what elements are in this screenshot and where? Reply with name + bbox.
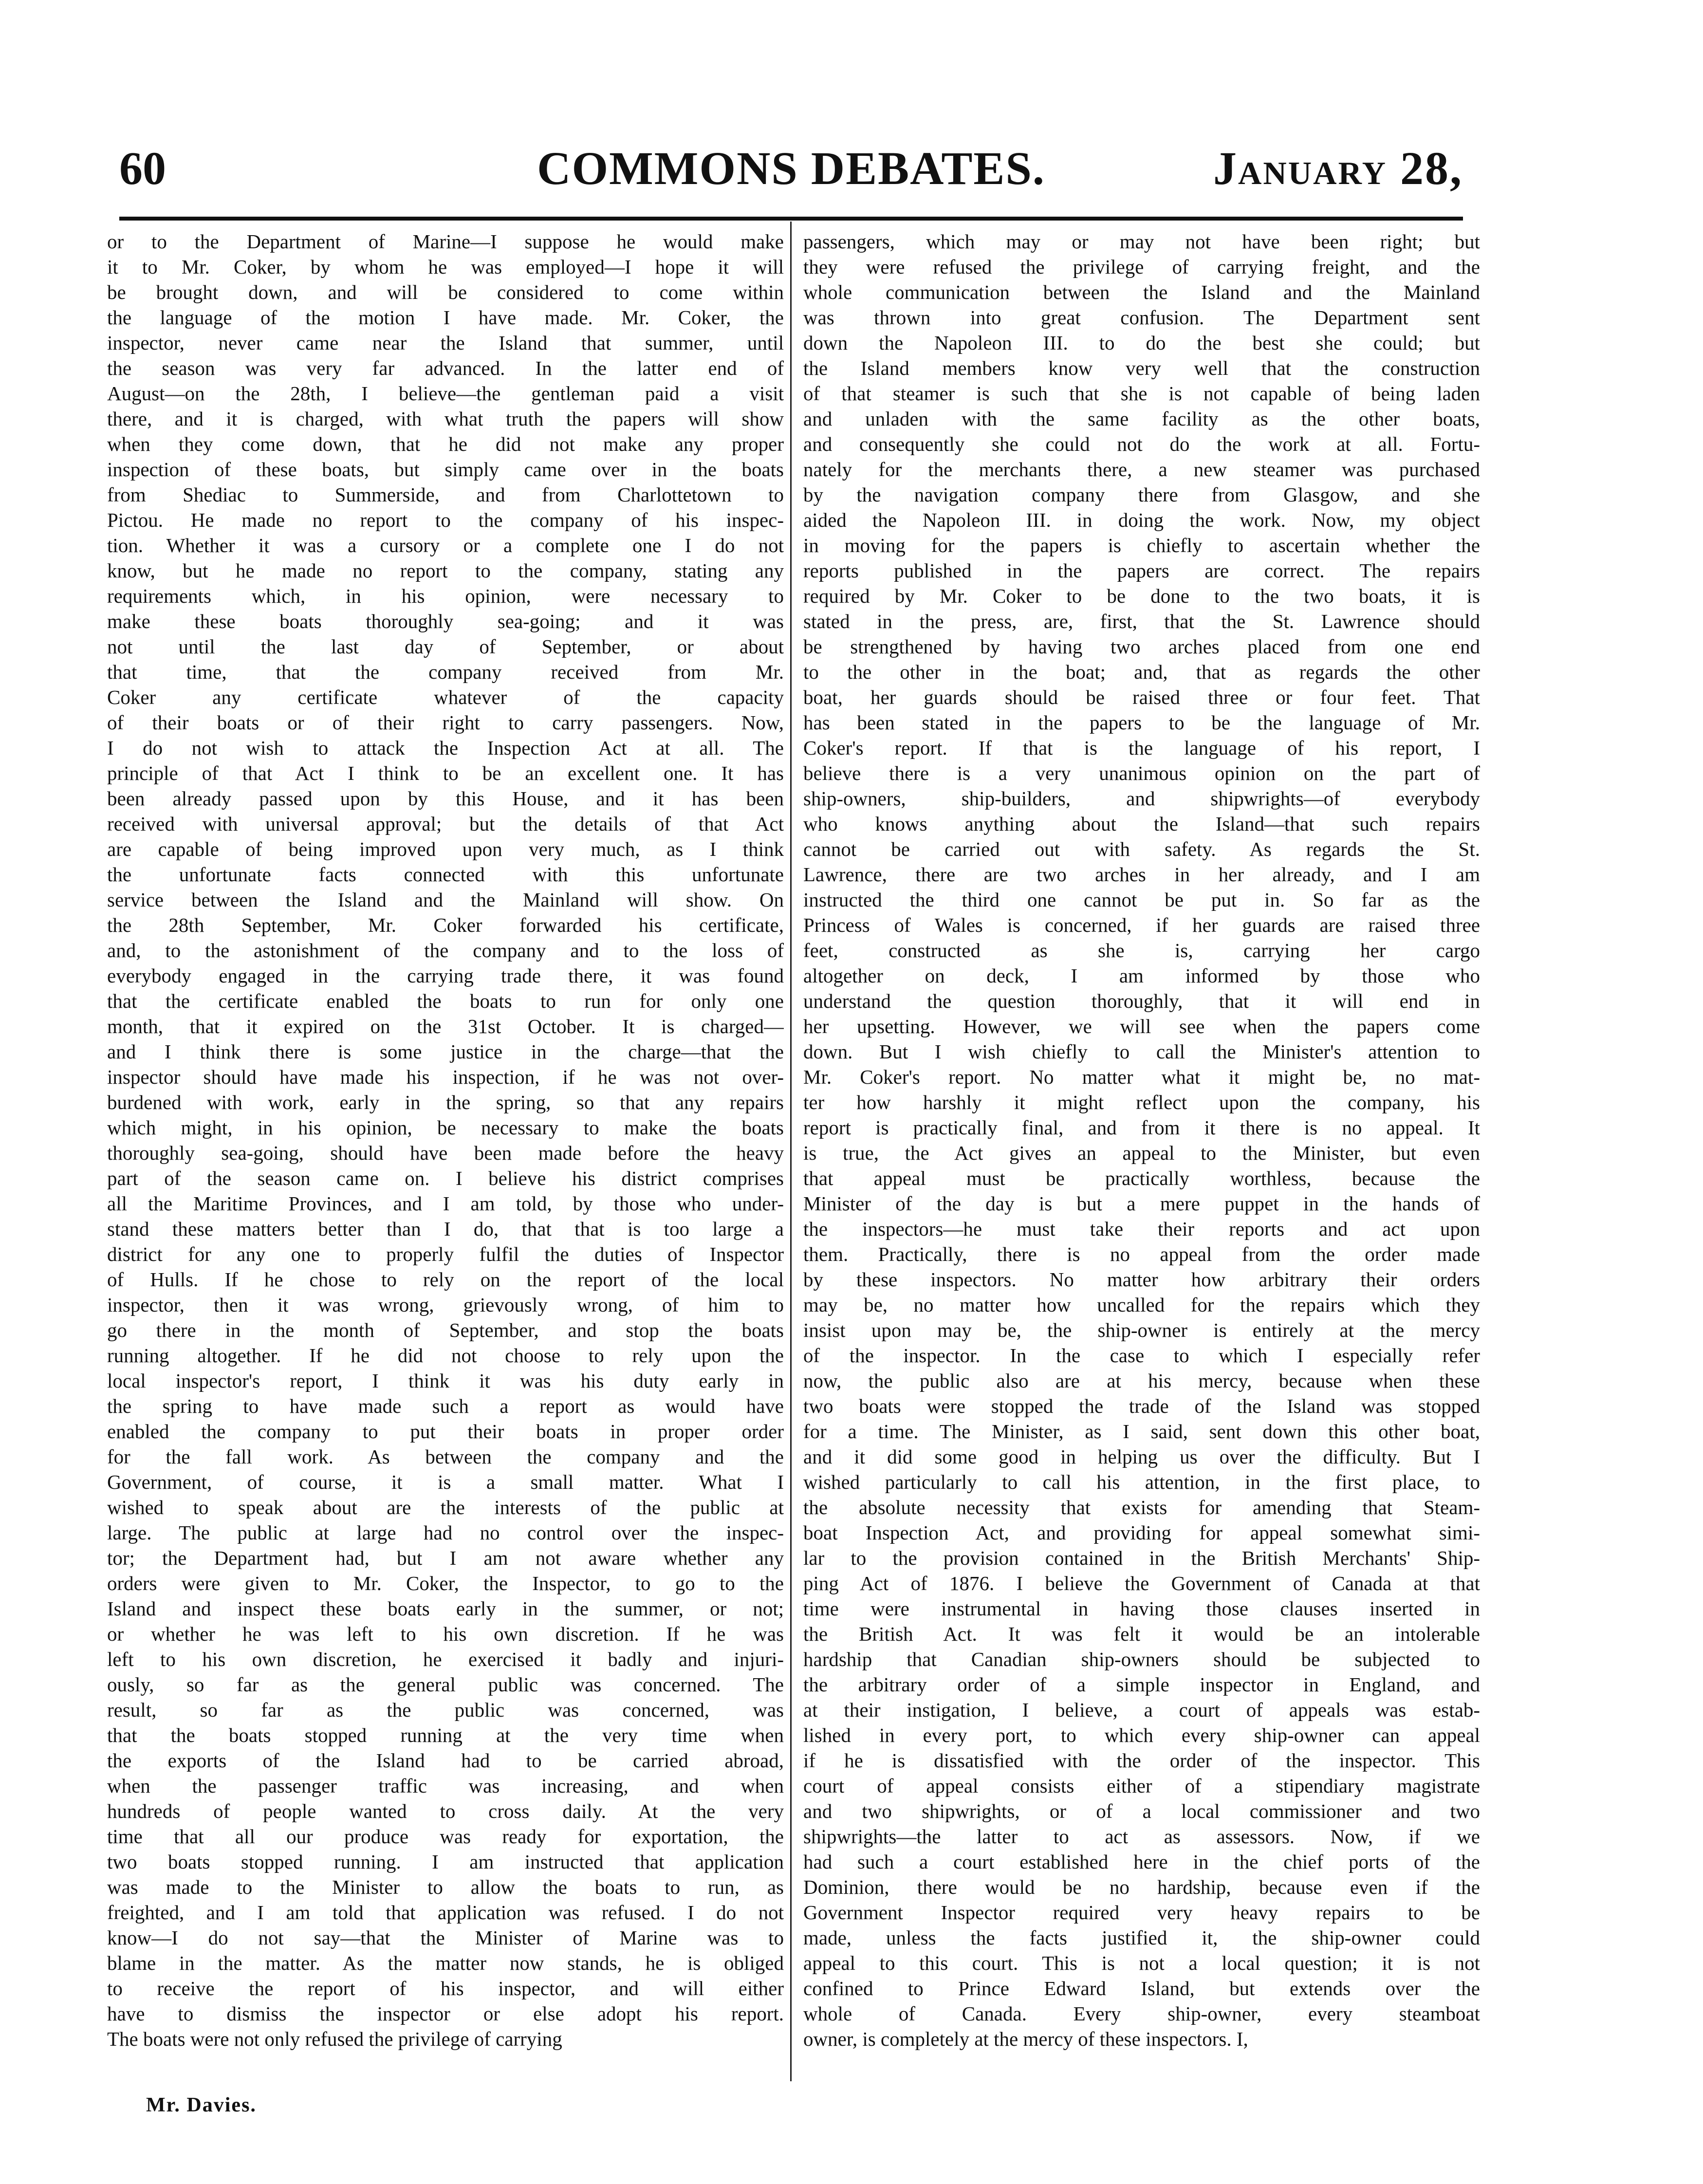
text-line: Coker's report. If that is the language of his report, I (803, 737, 1480, 759)
text-line: the inspectors—he must take their reports and act upon (803, 1218, 1480, 1240)
text-line: when the passenger traffic was increasing, and when (107, 1775, 784, 1797)
text-line: know—I do not say—that the Minister of Marine was to (107, 1926, 784, 1949)
text-line: for a time. The Minister, as I said, sent down this other boat, (803, 1420, 1480, 1443)
text-line: hundreds of people wanted to cross daily. At the very (107, 1800, 784, 1822)
text-line: time were instrumental in having those clauses inserted in (803, 1597, 1480, 1620)
text-line: Minister of the day is but a mere puppet in the hands of (803, 1192, 1480, 1215)
text-line: the arbitrary order of a simple inspector in England, and (803, 1673, 1480, 1696)
text-line: district for any one to properly fulfil the duties of Inspector (107, 1243, 784, 1265)
text-line: the language of the motion I have made. Mr. Coker, the (107, 306, 784, 329)
text-line: stated in the press, are, first, that the St. Lawrence should (803, 610, 1480, 632)
text-line: two boats stopped running. I am instructed that application (107, 1851, 784, 1873)
text-line: when they come down, that he did not make any proper (107, 433, 784, 455)
text-line: not until the last day of September, or about (107, 635, 784, 658)
text-line: they were refused the privilege of carrying freight, and the (803, 256, 1480, 278)
text-line: and two shipwrights, or of a local commissioner and two (803, 1800, 1480, 1822)
text-line: nately for the merchants there, a new steamer was purchased (803, 458, 1480, 481)
text-line: was thrown into great confusion. The Department sent (803, 306, 1480, 329)
text-line: enabled the company to put their boats in proper order (107, 1420, 784, 1443)
text-line: had such a court established here in the chief ports of the (803, 1851, 1480, 1873)
text-line: thoroughly sea-going, should have been made before the heavy (107, 1142, 784, 1164)
text-line: insist upon may be, the ship-owner is entirely at the mercy (803, 1319, 1480, 1341)
text-line: of the inspector. In the case to which I especially refer (803, 1344, 1480, 1367)
text-line: boat, her guards should be raised three or four feet. That (803, 686, 1480, 708)
text-line: required by Mr. Coker to be done to the two boats, it is (803, 585, 1480, 607)
text-line: wished particularly to call his attention, in the first place, to (803, 1471, 1480, 1493)
text-line: wished to speak about are the interests of the public at (107, 1496, 784, 1518)
text-line: cannot be carried out with safety. As regards the St. (803, 838, 1480, 860)
text-line: burdened with work, early in the spring, so that any repairs (107, 1091, 784, 1113)
text-line: ter how harshly it might reflect upon the company, his (803, 1091, 1480, 1113)
text-line: and it did some good in helping us over the difficulty. But I (803, 1445, 1480, 1468)
text-line: if he is dissatisfied with the order of the inspector. This (803, 1749, 1480, 1772)
text-line: and I think there is some justice in the charge—that the (107, 1040, 784, 1063)
text-line: to receive the report of his inspector, and will either (107, 1977, 784, 1999)
text-line: to the other in the boat; and, that as regards the other (803, 661, 1480, 683)
text-line: from Shediac to Summerside, and from Charlottetown to (107, 483, 784, 506)
text-line: now, the public also are at his mercy, because when these (803, 1370, 1480, 1392)
text-line: principle of that Act I think to be an excellent one. It has (107, 762, 784, 784)
text-line: go there in the month of September, and stop the boats (107, 1319, 784, 1341)
text-line: appeal to this court. This is not a local question; it is not (803, 1952, 1480, 1974)
text-line: made, unless the facts justified it, the ship-owner could (803, 1926, 1480, 1949)
text-line: may be, no matter how uncalled for the repairs which they (803, 1294, 1480, 1316)
text-line: passengers, which may or may not have been right; but (803, 230, 1480, 253)
text-line: the spring to have made such a report as would have (107, 1395, 784, 1417)
page-date: January 28, (1213, 142, 1463, 194)
text-line: lished in every port, to which every ship-owner can appeal (803, 1724, 1480, 1746)
text-line: service between the Island and the Mainland will show. On (107, 888, 784, 911)
text-line: the British Act. It was felt it would be an intolerable (803, 1623, 1480, 1645)
right-column (803, 229, 1480, 2069)
text-line: month, that it expired on the 31st October. It is charged— (107, 1015, 784, 1037)
column-divider (790, 222, 792, 2081)
page-number: 60 (119, 142, 166, 194)
text-line: the unfortunate facts connected with this unfortunate (107, 863, 784, 886)
text-line: tor; the Department had, but I am not aware whether any (107, 1547, 784, 1569)
text-line: owner, is completely at the mercy of these inspectors. I, (803, 2028, 1248, 2050)
text-line: all the Maritime Provinces, and I am told, by those who under- (107, 1192, 784, 1215)
text-line: requirements which, in his opinion, were necessary to (107, 585, 784, 607)
text-line: report is practically final, and from it there is no appeal. It (803, 1116, 1480, 1139)
text-line: be brought down, and will be considered to come within (107, 281, 784, 303)
header-rule (119, 217, 1463, 221)
text-line: that the boats stopped running at the very time when (107, 1724, 784, 1746)
text-line: the exports of the Island had to be carried abroad, (107, 1749, 784, 1772)
text-line: Pictou. He made no report to the company of his inspec- (107, 509, 784, 531)
text-line: who knows anything about the Island—that such repairs (803, 813, 1480, 835)
text-line: time that all our produce was ready for exportation, the (107, 1825, 784, 1848)
text-line: and unladen with the same facility as the other boats, (803, 407, 1480, 430)
left-column (107, 229, 784, 2069)
text-line: down. But I wish chiefly to call the Minister's attention to (803, 1040, 1480, 1063)
text-line: or whether he was left to his own discretion. If he was (107, 1623, 784, 1645)
text-line: Princess of Wales is concerned, if her guards are raised three (803, 914, 1480, 936)
speaker-footer: Mr. Davies. (146, 2094, 257, 2116)
text-line: received with universal approval; but the details of that Act (107, 813, 784, 835)
text-line: ously, so far as the general public was concerned. The (107, 1673, 784, 1696)
text-line: reports published in the papers are correct. The repairs (803, 559, 1480, 582)
text-line: them. Practically, there is no appeal from the order made (803, 1243, 1480, 1265)
text-line: at their instigation, I believe, a court of appeals was estab- (803, 1699, 1480, 1721)
text-line: know, but he made no report to the company, stating any (107, 559, 784, 582)
text-line: inspector, then it was wrong, grievously wrong, of him to (107, 1294, 784, 1316)
text-line: Government, of course, it is a small matter. What I (107, 1471, 784, 1493)
text-line: lar to the provision contained in the British Merchants' Ship- (803, 1547, 1480, 1569)
text-line: and, to the astonishment of the company and to the loss of (107, 939, 784, 962)
text-line: everybody engaged in the carrying trade there, it was found (107, 964, 784, 987)
text-line: The boats were not only refused the privilege of carrying (107, 2028, 562, 2050)
text-line: have to dismiss the inspector or else adopt his report. (107, 2002, 784, 2025)
text-line: of that steamer is such that she is not capable of being laden (803, 382, 1480, 405)
text-line: for the fall work. As between the company and the (107, 1445, 784, 1468)
text-line: by these inspectors. No matter how arbitrary their orders (803, 1268, 1480, 1291)
text-line: are capable of being improved upon very much, as I think (107, 838, 784, 860)
text-line: I do not wish to attack the Inspection Act at all. The (107, 737, 784, 759)
text-line: August—on the 28th, I believe—the gentleman paid a visit (107, 382, 784, 405)
text-line: confined to Prince Edward Island, but extends over the (803, 1977, 1480, 1999)
text-line: result, so far as the public was concerned, was (107, 1699, 784, 1721)
text-line: ping Act of 1876. I believe the Government of Canada at that (803, 1572, 1480, 1594)
text-line: is true, the Act gives an appeal to the Minister, but even (803, 1142, 1480, 1164)
text-line: part of the season came on. I believe his district comprises (107, 1167, 784, 1189)
text-line: running altogether. If he did not choose to rely upon the (107, 1344, 784, 1367)
text-line: inspector should have made his inspection, if he was not over- (107, 1066, 784, 1088)
text-line: whole communication between the Island and the Mainland (803, 281, 1480, 303)
text-line: of Hulls. If he chose to rely on the report of the local (107, 1268, 784, 1291)
text-line: feet, constructed as she is, carrying her cargo (803, 939, 1480, 962)
text-line: that appeal must be practically worthless, because the (803, 1167, 1480, 1189)
text-line: whole of Canada. Every ship-owner, every steamboat (803, 2002, 1480, 2025)
text-line: and consequently she could not do the work at all. Fortu- (803, 433, 1480, 455)
text-line: be strengthened by having two arches placed from one end (803, 635, 1480, 658)
text-line: left to his own discretion, he exercised it badly and injuri- (107, 1648, 784, 1670)
text-line: that the certificate enabled the boats to run for only one (107, 990, 784, 1012)
text-line: her upsetting. However, we will see when the papers come (803, 1015, 1480, 1037)
text-line: orders were given to Mr. Coker, the Inspector, to go to the (107, 1572, 784, 1594)
text-line: which might, in his opinion, be necessary to make the boats (107, 1116, 784, 1139)
page-header (119, 141, 1463, 214)
text-line: ship-owners, ship-builders, and shipwrights—of everybody (803, 787, 1480, 810)
text-line: down the Napoleon III. to do the best she could; but (803, 332, 1480, 354)
text-line: tion. Whether it was a cursory or a complete one I do not (107, 534, 784, 556)
text-line: by the navigation company there from Glasgow, and she (803, 483, 1480, 506)
text-line: the 28th September, Mr. Coker forwarded his certificate, (107, 914, 784, 936)
text-line: large. The public at large had no control over the inspec- (107, 1521, 784, 1544)
text-line: freighted, and I am told that application was refused. I do not (107, 1901, 784, 1924)
text-line: of their boats or of their right to carry passengers. Now, (107, 711, 784, 734)
text-line: instructed the third one cannot be put in. So far as the (803, 888, 1480, 911)
text-line: the Island members know very well that the construction (803, 357, 1480, 379)
text-line: Dominion, there would be no hardship, because even if the (803, 1876, 1480, 1898)
text-line: Mr. Coker's report. No matter what it might be, no mat- (803, 1066, 1480, 1088)
text-line: been already passed upon by this House, and it has been (107, 787, 784, 810)
text-line: Government Inspector required very heavy repairs to be (803, 1901, 1480, 1924)
text-line: has been stated in the papers to be the language of Mr. (803, 711, 1480, 734)
text-line: aided the Napoleon III. in doing the work. Now, my object (803, 509, 1480, 531)
text-line: court of appeal consists either of a stipendiary magistrate (803, 1775, 1480, 1797)
text-line: inspection of these boats, but simply came over in the boats (107, 458, 784, 481)
text-line: was made to the Minister to allow the boats to run, as (107, 1876, 784, 1898)
text-line: Lawrence, there are two arches in her already, and I am (803, 863, 1480, 886)
text-line: hardship that Canadian ship-owners should be subjected to (803, 1648, 1480, 1670)
publication-title: COMMONS DEBATES. (537, 142, 1045, 194)
text-line: Island and inspect these boats early in the summer, or not; (107, 1597, 784, 1620)
text-line: local inspector's report, I think it was his duty early in (107, 1370, 784, 1392)
text-line: the absolute necessity that exists for amending that Steam- (803, 1496, 1480, 1518)
text-line: boat Inspection Act, and providing for appeal somewhat simi- (803, 1521, 1480, 1544)
text-line: it to Mr. Coker, by whom he was employed—I hope it will (107, 256, 784, 278)
text-line: stand these matters better than I do, that that is too large a (107, 1218, 784, 1240)
text-line: shipwrights—the latter to act as assessors. Now, if we (803, 1825, 1480, 1848)
text-line: Coker any certificate whatever of the capacity (107, 686, 784, 708)
text-line: understand the question thoroughly, that it will end in (803, 990, 1480, 1012)
text-line: that time, that the company received from Mr. (107, 661, 784, 683)
text-line: altogether on deck, I am informed by those who (803, 964, 1480, 987)
text-line: inspector, never came near the Island that summer, until (107, 332, 784, 354)
text-line: the season was very far advanced. In the latter end of (107, 357, 784, 379)
text-line: or to the Department of Marine—I suppose he would make (107, 230, 784, 253)
text-line: believe there is a very unanimous opinion on the part of (803, 762, 1480, 784)
text-line: blame in the matter. As the matter now stands, he is obliged (107, 1952, 784, 1974)
text-line: there, and it is charged, with what truth the papers will show (107, 407, 784, 430)
text-line: make these boats thoroughly sea-going; and it was (107, 610, 784, 632)
text-line: in moving for the papers is chiefly to ascertain whether the (803, 534, 1480, 556)
text-line: two boats were stopped the trade of the Island was stopped (803, 1395, 1480, 1417)
